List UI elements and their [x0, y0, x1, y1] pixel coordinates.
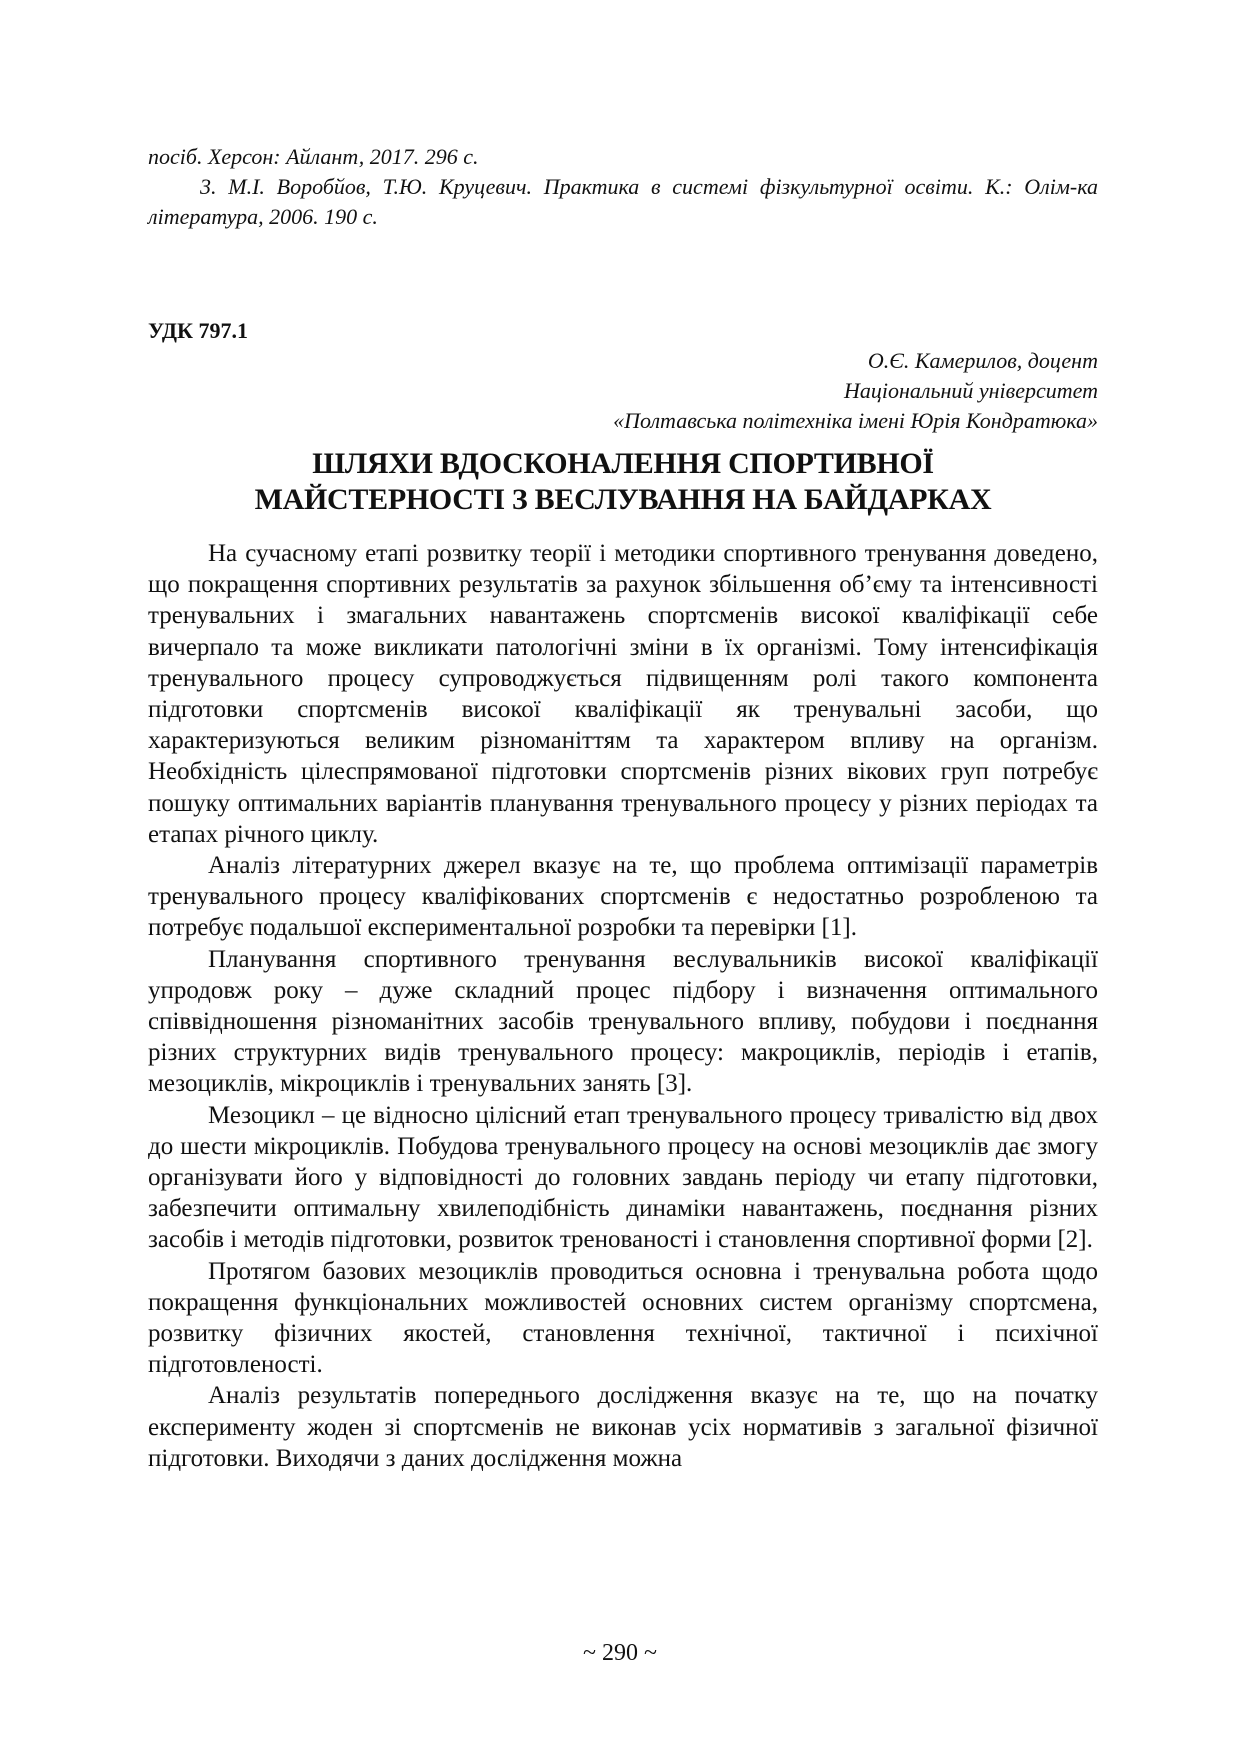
references-section	[148, 142, 1098, 232]
article-body	[148, 538, 1098, 1474]
paragraph: Аналіз літературних джерел вказує на те, що проблема оптимізації параметрів тренувального процесу кваліфікованих спортсменів є недостатньо розробленою та потребує подальшої експериментальної розробки та перевірки [1].	[148, 852, 1098, 942]
paragraph: Аналіз результатів попереднього дослідження вказує на те, що на початку експерименту жоден зі спортсменів не виконав усіх нормативів з загальної фізичної підготовки. Виходячи з даних дослідження можна	[148, 1382, 1098, 1472]
reference-continuation: посіб. Херсон: Айлант, 2017. 296 с.	[148, 144, 479, 169]
author-block	[613, 346, 1098, 436]
paragraph: На сучасному етапі розвитку теорії і методики спортивного тренування доведено, що покращення спортивних результатів за рахунок збільшення об’єму та інтенсивності тренувальних і змагальних навантажень спортсменів високої кваліфікації себе вичерпало та може викликати патологічні зміни в їх організмі. Тому інтенсифікація тренувального процесу супроводжується підвищенням ролі такого компонента підготовки спортсменів високої кваліфікації як тренувальні засоби, що характеризуються великим різноманіттям та характером впливу на організм. Необхідність цілеспрямованої підготовки спортсменів різних вікових груп потребує пошуку оптимальних варіантів планування тренувального процесу у різних періодах та етапах річного циклу.	[148, 540, 1098, 848]
article-title-line2: МАЙСТЕРНОСТІ З ВЕСЛУВАННЯ НА БАЙДАРКАХ	[254, 483, 992, 516]
author-name: О.Є. Камерилов, доцент	[867, 348, 1098, 373]
article-title	[148, 446, 1098, 518]
paragraph: Протягом базових мезоциклів проводиться основна і тренувальна робота щодо покращення функціональних можливостей основних систем організму спортсмена, розвитку фізичних якостей, становлення технічної, тактичної і психічної підготовленості.	[148, 1257, 1098, 1379]
paragraph: Планування спортивного тренування веслувальників високої кваліфікації упродовж року – дуже складний процес підбору і визначення оптимального співвідношення різноманітних засобів тренувального впливу, побудови і поєднання різних структурних видів тренувального процесу: макроциклів, періодів і етапів, мезоциклів, мікроциклів і тренувальних занять [3].	[148, 945, 1098, 1098]
page-number: ~ 290 ~	[583, 1640, 657, 1666]
reference-list	[148, 142, 1098, 232]
reference-item-3: 3. М.І. Воробйов, Т.Ю. Круцевич. Практика в системі фізкультурної освіти. К.: Олім-ка література, 2006. 190 с.	[148, 174, 1098, 229]
udk-code: УДК 797.1	[148, 318, 249, 343]
author-affiliation-line2: «Полтавська політехніка імені Юрія Кондратюка»	[613, 408, 1098, 433]
paragraph: Мезоцикл – це відносно цілісний етап тренувального процесу тривалістю від двох до шести мікроциклів. Побудова тренувального процесу на основі мезоциклів дає змогу організувати його у відповідності до головних завдань періоду чи етапу підготовки, забезпечити оптимальну хвилеподібність динаміки навантажень, поєднання різних засобів і методів підготовки, розвиток тренованості і становлення спортивної форми [2].	[148, 1101, 1098, 1254]
article-title-line1: ШЛЯХИ ВДОСКОНАЛЕННЯ СПОРТИВНОЇ	[312, 447, 934, 480]
author-affiliation-line1: Національний університет	[843, 378, 1098, 403]
